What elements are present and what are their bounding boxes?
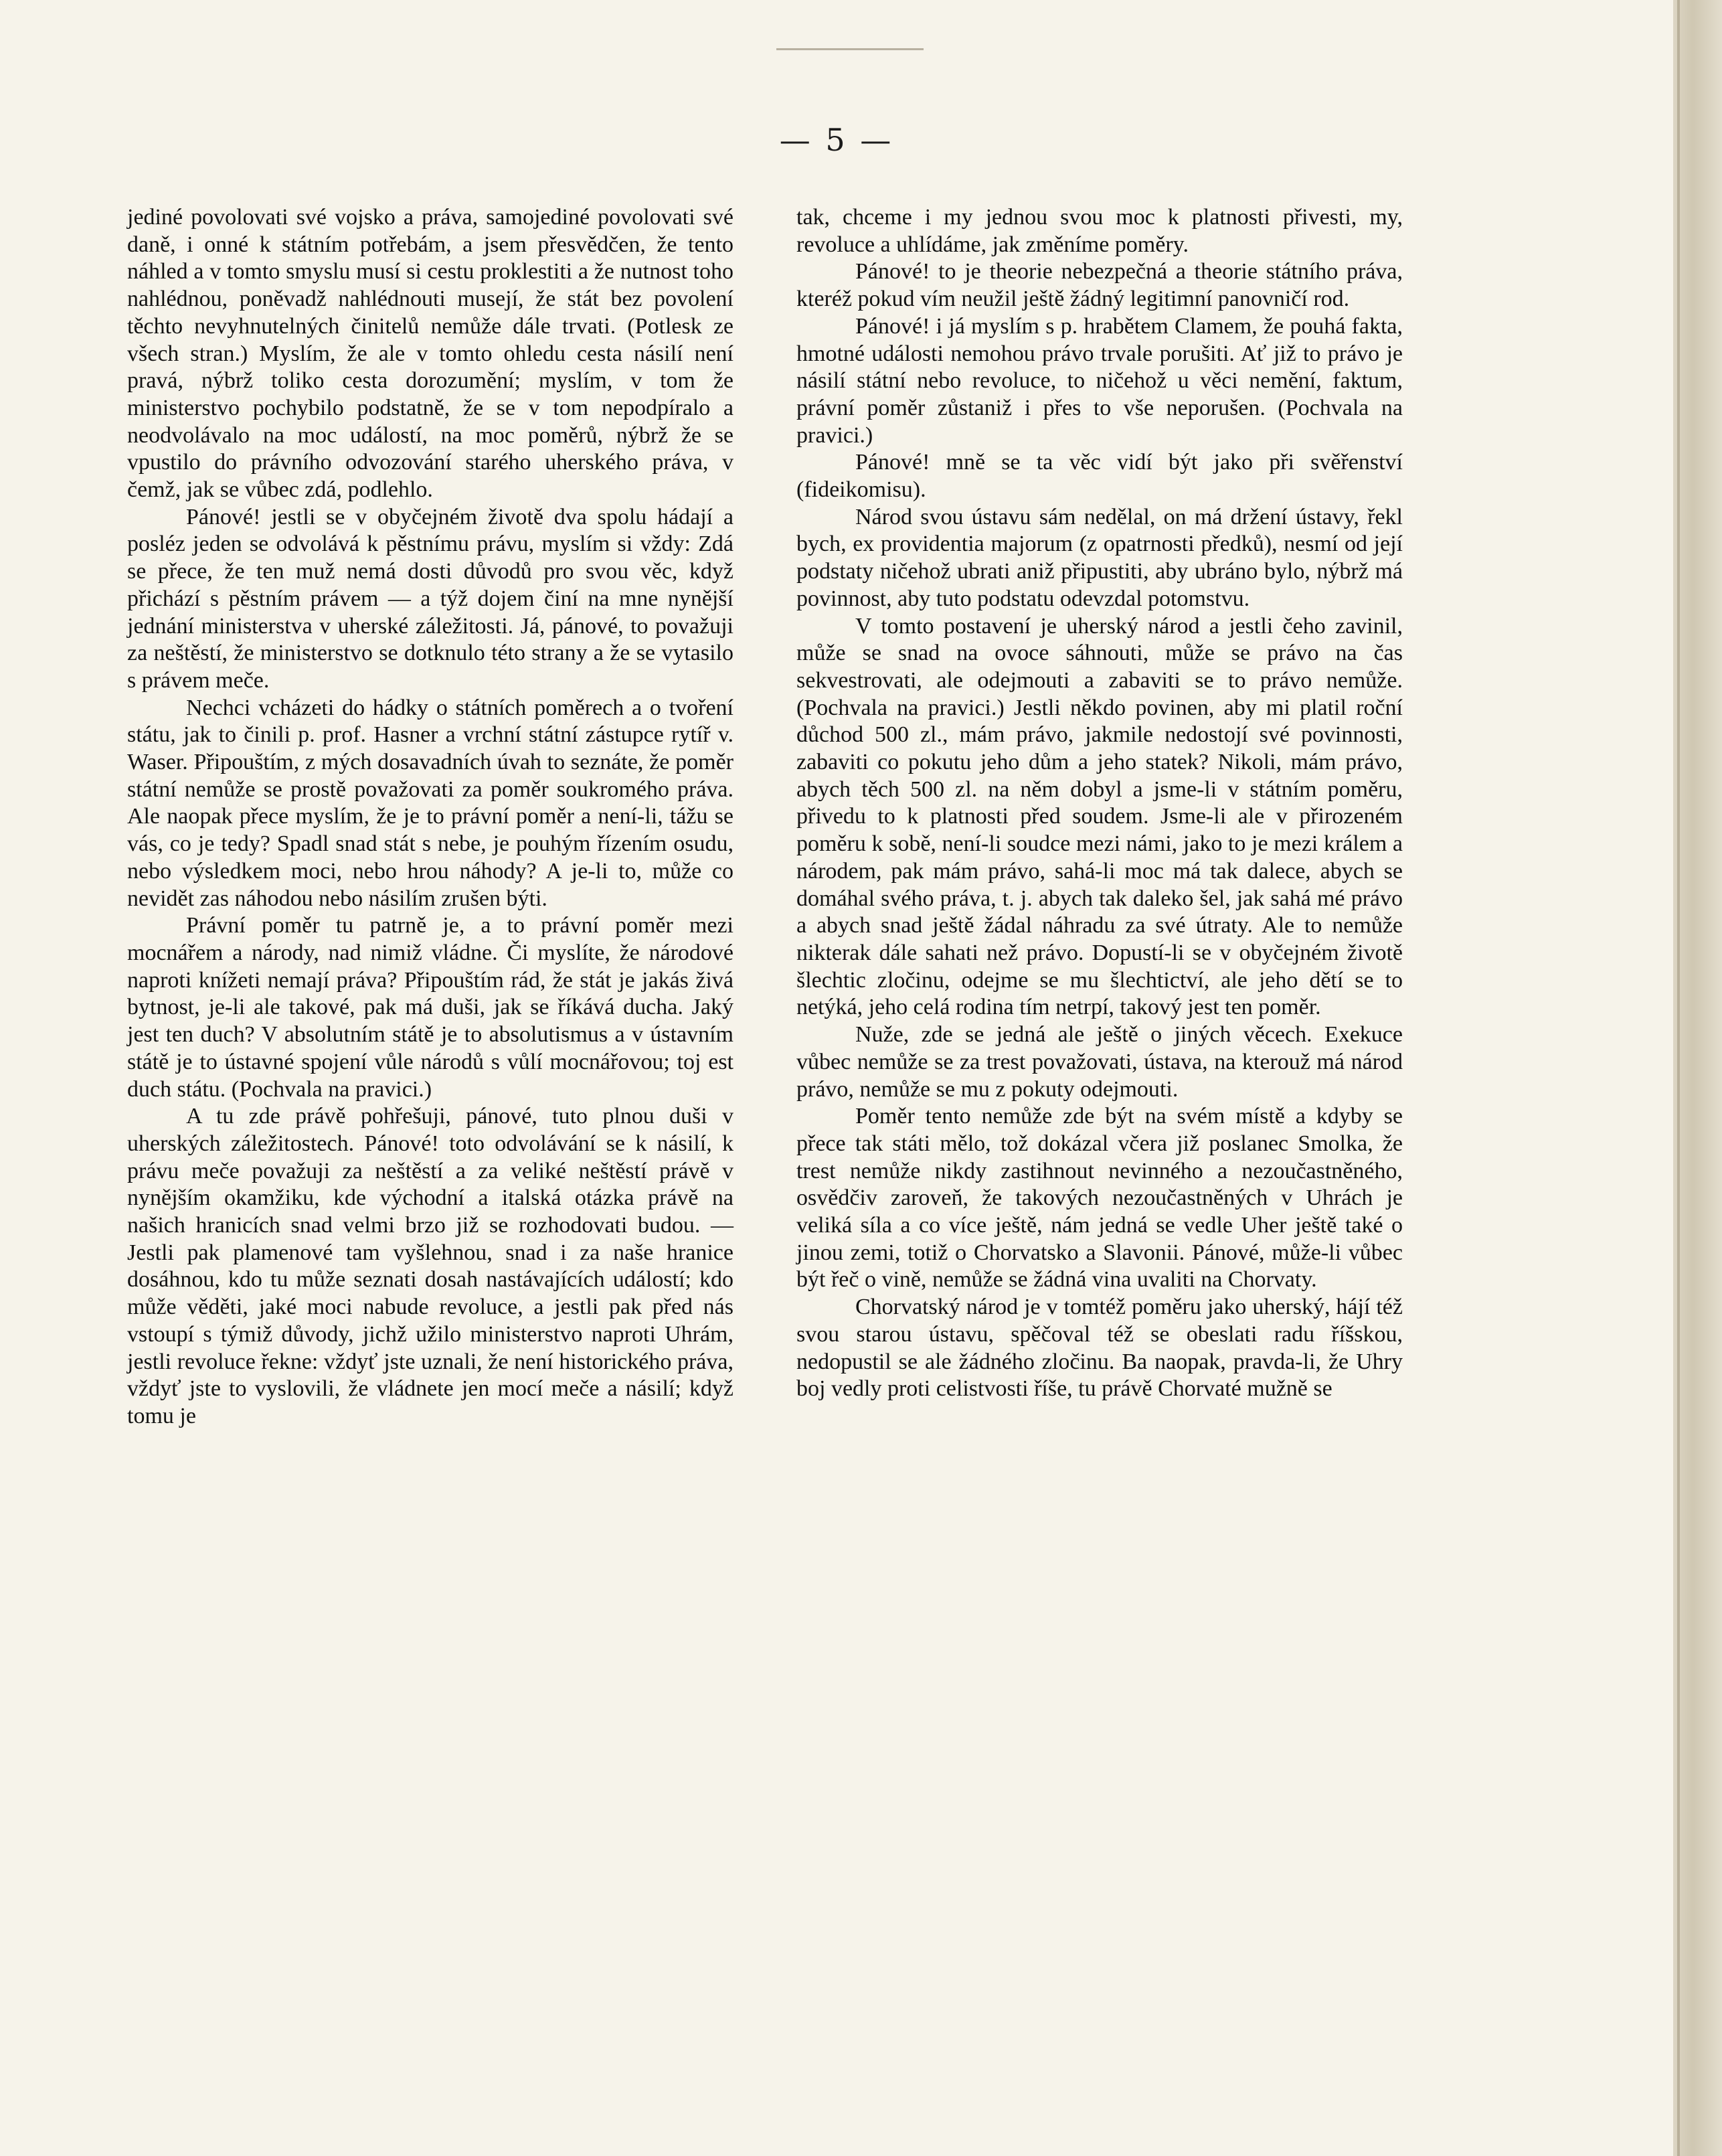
paragraph: tak, chceme i my jednou svou moc k platnosti přivesti, my, revoluce a uhlídáme, jak změníme poměry.: [796, 205, 1403, 257]
paragraph: Chorvatský národ je v tomtéž poměru jako uherský, hájí též svou starou ústavu, spěčoval též se obeslati radu říšskou, nedopustil se ale žádného zločinu. Ba naopak, pravda-li, že Uhry boj vedly proti celistvosti říše, tu právě Chorvaté mužně se: [796, 1295, 1403, 1402]
page-edge-line: [1677, 0, 1680, 2156]
paragraph: V tomto postavení je uherský národ a jestli čeho zavinil, může se snad na ovoce sáhnouti, může se právo na čas sekvestrovati, ale odejmouti a zabaviti se to právo nemůže. (Pochvala na pravici.) Jestli někdo povinen, aby mi platil roční důchod 500 zl., mám právo, jakmile nedostojí své povinnosti, zabaviti co pokutu jeho dům a jeho statek? Nikoli, mám právo, abych těch 500 zl. na něm dobyl a jsme-li v státním poměru, přivedu to k platnosti před soudem. Jsme-li ale v přirozeném poměru k sobě, není-li soudce mezi námi, jako to je mezi králem a národem, pak mám právo, sahá-li moc má tak dalece, abych se domáhal svého práva, t. j. abych tak daleko šel, jak sahá mé právo a abych snad ještě žádal náhradu za své útraty. Ale to nemůže nikterak dále sahati než právo. Dopustí-li se v obyčejném životě šlechtic zločinu, odejme se mu šlechtictví, ale jeho dětí se to netýká, jeho celá rodina tím netrpí, takový jest ten poměr.: [796, 613, 1403, 1020]
right-column: [796, 204, 1403, 2078]
paragraph: jediné povolovati své vojsko a práva, samojediné povolovati své daně, i onné k státním potřebám, a jsem přesvědčen, že tento náhled a v tomto smyslu musí si cestu proklestiti a že nutnost toho nahlédnou, poněvadž nahlédnouti musejí, že stát bez povolení těchto nevyhnutelných činitelů nemůže dále trvati. (Potlesk ze všech stran.) Myslím, že ale v tomto ohledu cesta násilí není pravá, nýbrž toliko cesta dorozumění; myslím, v tom že ministerstvo pochybilo podstatně, že se v tom nepodpíralo a neodvolávalo na moc událostí, na moc poměrů, nýbrž že se vpustilo do právního odvozování starého uherského práva, v čemž, jak se vůbec zdá, podlehlo.: [127, 205, 734, 503]
page-edge: [1673, 0, 1722, 2156]
paragraph: Poměr tento nemůže zde být na svém místě a kdyby se přece tak státi mělo, tož dokázal včera již poslanec Smolka, že trest nemůže nikdy zastihnout nevinného a nezoučastněného, osvědčiv zaroveň, že takových nezoučastněných v Uhrách je veliká síla a co více ještě, nám jedná se vedle Uher ještě také o jinou zemi, totiž o Chorvatsko a Slavonii. Pánové, může-li vůbec být řeč o vině, nemůže se žádná vina uvaliti na Chorvaty.: [796, 1104, 1403, 1293]
paragraph: Národ svou ústavu sám nedělal, on má držení ústavy, řekl bych, ex providentia majorum (z opatrnosti předků), nesmí od její podstaty ničehož ubrati aniž připustiti, aby ubráno bylo, nýbrž má povinnost, aby tuto podstatu odevzdal potomstvu.: [796, 504, 1403, 611]
paragraph: Právní poměr tu patrně je, a to právní poměr mezi mocnářem a národy, nad nimiž vládne. Či myslíte, že národové naproti knížeti nemají práva? Připouštím rád, že stát je jakás živá bytnost, je-li ale takové, pak má duši, jak se říkává ducha. Jaký jest ten duch? V absolutním státě je to absolutismus a v ústavním státě je to ústavné spojení vůle národů s vůlí mocnářovou; toj est duch státu. (Pochvala na pravici.): [127, 913, 734, 1102]
paragraph: Pánové! jestli se v obyčejném životě dva spolu hádají a posléz jeden se odvolává k pěstnímu právu, myslím si vždy: Zdá se přece, že ten muž nemá dosti důvodů pro svou věc, když přichází s pěstním právem — a týž dojem činí na mne nynější jednání ministerstva v uherské záležitosti. Já, pánové, to považuji za neštěstí, že ministerstvo se dotknulo této strany a že se vytasilo s právem meče.: [127, 504, 734, 693]
paragraph: A tu zde právě pohřešuji, pánové, tuto plnou duši v uherských záležitostech. Pánové! toto odvolávání se k násilí, k právu meče považuji za neštěstí a za veliké neštěstí právě v nynějším okamžiku, kde východní a italská otázka právě na našich hranicích snad velmi brzo již se rozhodovati budou. — Jestli pak plamenové tam vyšlehnou, snad i za naše hranice dosáhnou, kdo tu může seznati dosah nastávajících událostí; kdo může věděti, jaké moci nabude revoluce, a jestli pak před nás vstoupí s týmiž důvody, jichž užilo ministerstvo naproti Uhrám, jestli revoluce řekne: vždyť jste uznali, že není historického práva, vždyť jste to vyslovili, že vládnete jen mocí meče a násilí; když tomu je: [127, 1104, 734, 1428]
paragraph: Pánové! mně se ta věc vidí být jako při svěřenství (fideikomisu).: [796, 450, 1403, 503]
paragraph: Pánové! i já myslím s p. hrabětem Clamem, že pouhá fakta, hmotné události nemohou právo trvale porušiti. Ať již to právo je násilí státní nebo revoluce, to ničehož u věci nemění, faktum, právní poměr zůstaniž i přes to vše neporušen. (Pochvala na pravici.): [796, 313, 1403, 448]
page-number: — 5 —: [779, 122, 894, 158]
left-column: [127, 204, 734, 2078]
paragraph: Nechci vcházeti do hádky o státních poměrech a o tvoření státu, jak to činili p. prof. Hasner a vrchní státní zástupce rytíř v. Waser. Připouštím, z mých dosavadních úvah to seznáte, že poměr státní nemůže se prostě považovati za poměr soukromého práva. Ale naopak přece myslím, že je to právní poměr a není-li, tážu se vás, co je tedy? Spadl snad stát s nebe, je pouhým řízením osudu, nebo výsledkem moci, nebo hrou náhody? A je-li to, může co nevidět zas náhodou nebo násilím zrušen býti.: [127, 695, 734, 911]
paragraph: Nuže, zde se jedná ale ještě o jiných věcech. Exekuce vůbec nemůže se za trest považovati, ústava, na kterouž má národ právo, nemůže se mu z pokuty odejmouti.: [796, 1022, 1403, 1102]
top-rule: [776, 48, 924, 50]
paragraph: Pánové! to je theorie nebezpečná a theorie státního práva, kteréž pokud vím neužil ještě žádný legitimní panovničí rod.: [796, 259, 1403, 312]
